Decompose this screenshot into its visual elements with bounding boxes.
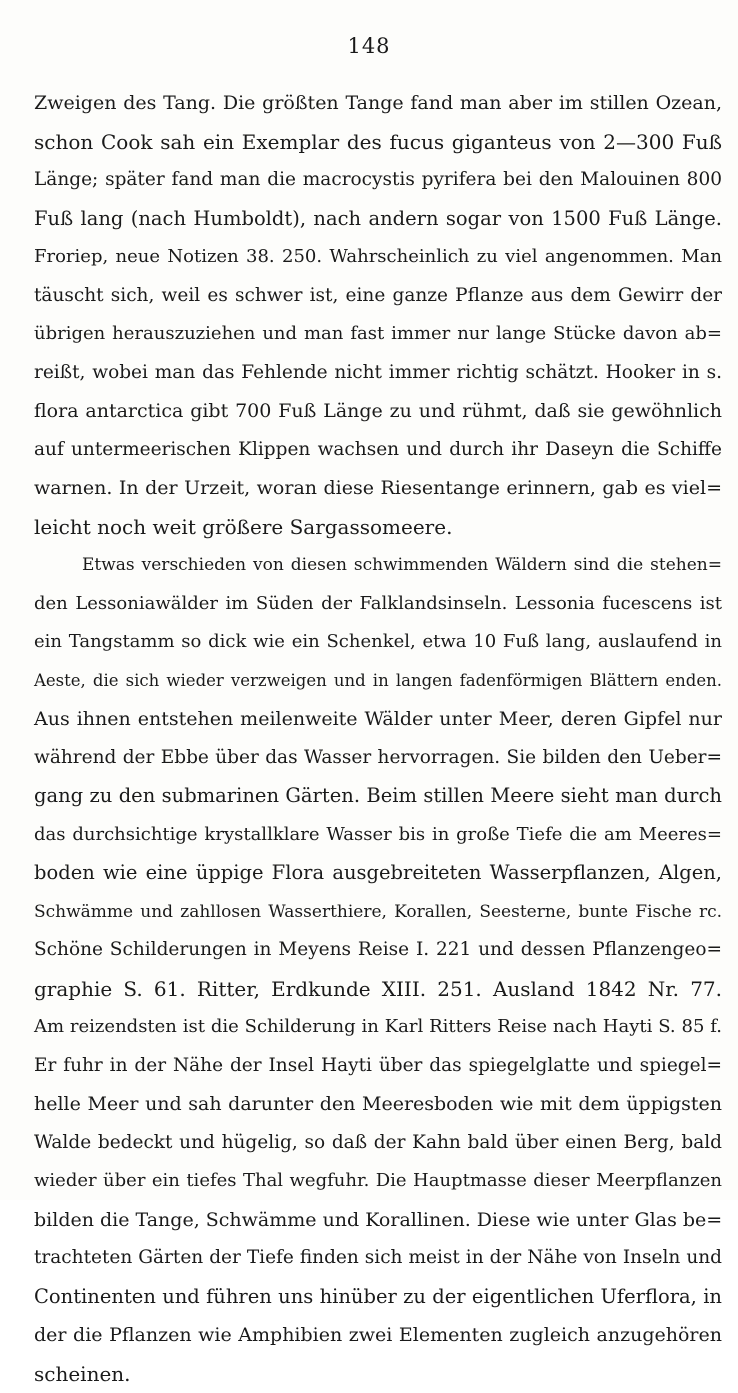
body-text: [34, 84, 722, 1393]
text-line: Froriep, neue Notizen 38. 250. Wahrscheinlich zu viel angenommen. Man: [34, 238, 722, 277]
text-line: graphie S. 61. Ritter, Erdkunde XIII. 251. Ausland 1842 Nr. 77.: [34, 970, 722, 1009]
text-line: Er fuhr in der Nähe der Insel Hayti über das spiegelglatte und spiegel=: [34, 1047, 722, 1086]
text-line: Aeste, die sich wieder verzweigen und in langen fadenförmigen Blättern enden.: [34, 662, 722, 701]
text-line: während der Ebbe über das Wasser hervorragen. Sie bilden den Ueber=: [34, 739, 722, 778]
text-line: boden wie eine üppige Flora ausgebreiteten Wasserpflanzen, Algen,: [34, 854, 722, 893]
text-line: gang zu den submarinen Gärten. Beim stillen Meere sieht man durch: [34, 777, 722, 816]
text-line: übrigen herauszuziehen und man fast immer nur lange Stücke davon ab=: [34, 315, 722, 354]
text-line: der die Pflanzen wie Amphibien zwei Elementen zugleich anzugehören: [34, 1316, 722, 1355]
text-line: Schöne Schilderungen in Meyens Reise I. 221 und dessen Pflanzengeo=: [34, 931, 722, 970]
text-line: auf untermeerischen Klippen wachsen und durch ihr Daseyn die Schiffe: [34, 431, 722, 470]
text-line: Schwämme und zahllosen Wasserthiere, Korallen, Seesterne, bunte Fische rc.: [34, 893, 722, 932]
text-line: reißt, wobei man das Fehlende nicht immer richtig schätzt. Hooker in s.: [34, 354, 722, 393]
paragraph-end-line: scheinen.: [34, 1355, 722, 1393]
text-line: Zweigen des Tang. Die größten Tange fand man aber im stillen Ozean,: [34, 84, 722, 123]
text-line: Länge; später fand man die macrocystis pyrifera bei den Malouinen 800: [34, 161, 722, 200]
text-line: trachteten Gärten der Tiefe finden sich meist in der Nähe von Inseln und: [34, 1239, 722, 1278]
text-line: Am reizendsten ist die Schilderung in Karl Ritters Reise nach Hayti S. 85 f.: [34, 1008, 722, 1047]
text-line: Fuß lang (nach Humboldt), nach andern sogar von 1500 Fuß Länge.: [34, 200, 722, 239]
paragraph-end-line: leicht noch weit größere Sargassomeere.: [34, 508, 722, 547]
text-line: täuscht sich, weil es schwer ist, eine ganze Pflanze aus dem Gewirr der: [34, 277, 722, 316]
text-line: Aus ihnen entstehen meilenweite Wälder unter Meer, deren Gipfel nur: [34, 700, 722, 739]
text-line: helle Meer und sah darunter den Meeresboden wie mit dem üppigsten: [34, 1085, 722, 1124]
text-line: den Lessoniawälder im Süden der Falklandsinseln. Lessonia fucescens ist: [34, 585, 722, 624]
text-line: das durchsichtige krystallklare Wasser bis in große Tiefe die am Meeres=: [34, 816, 722, 855]
text-line: wieder über ein tiefes Thal wegfuhr. Die Hauptmasse dieser Meerpflanzen: [34, 1162, 722, 1201]
text-line: Walde bedeckt und hügelig, so daß der Kahn bald über einen Berg, bald: [34, 1124, 722, 1163]
text-line: Continenten und führen uns hinüber zu der eigentlichen Uferflora, in: [34, 1278, 722, 1317]
text-line: bilden die Tange, Schwämme und Korallinen. Diese wie unter Glas be=: [34, 1201, 722, 1240]
paragraph-start-line: Etwas verschieden von diesen schwimmenden Wäldern sind die stehen=: [34, 546, 722, 585]
page-number: 148: [0, 34, 738, 58]
text-line: warnen. In der Urzeit, woran diese Riesentange erinnern, gab es viel=: [34, 469, 722, 508]
text-line: ein Tangstamm so dick wie ein Schenkel, etwa 10 Fuß lang, auslaufend in: [34, 623, 722, 662]
text-line: schon Cook sah ein Exemplar des fucus giganteus von 2—300 Fuß: [34, 123, 722, 162]
text-line: flora antarctica gibt 700 Fuß Länge zu und rühmt, daß sie gewöhnlich: [34, 392, 722, 431]
